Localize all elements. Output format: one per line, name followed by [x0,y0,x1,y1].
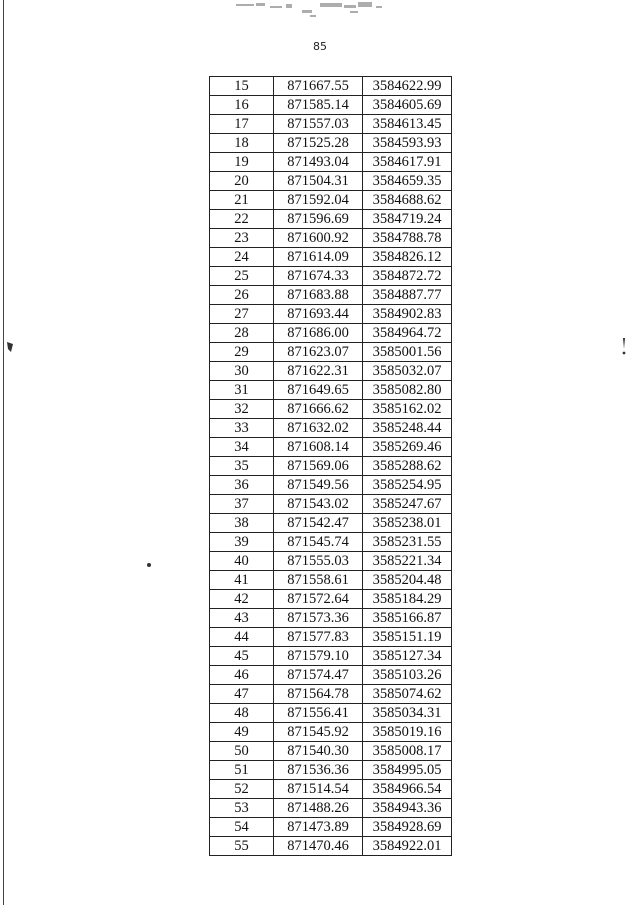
table-row [210,419,452,438]
point-number-cell: 16 [210,96,274,115]
table-row [210,77,452,96]
x-coordinate-cell: 871623.07 [274,343,363,362]
table-row [210,495,452,514]
y-coordinate-cell: 3585032.07 [363,362,452,381]
point-number-cell: 47 [210,685,274,704]
y-coordinate-cell: 3585248.44 [363,419,452,438]
y-coordinate-cell: 3584943.36 [363,799,452,818]
x-coordinate-cell: 871540.30 [274,742,363,761]
table-row [210,647,452,666]
point-number-cell: 29 [210,343,274,362]
table-row [210,343,452,362]
point-number-cell: 25 [210,267,274,286]
y-coordinate-cell: 3584788.78 [363,229,452,248]
table-row [210,590,452,609]
x-coordinate-cell: 871470.46 [274,837,363,856]
table-row [210,742,452,761]
point-number-cell: 17 [210,115,274,134]
y-coordinate-cell: 3585082.80 [363,381,452,400]
point-number-cell: 27 [210,305,274,324]
page-number: 85 [313,40,327,53]
point-number-cell: 45 [210,647,274,666]
table-row [210,457,452,476]
y-coordinate-cell: 3585204.48 [363,571,452,590]
table-row [210,153,452,172]
y-coordinate-cell: 3584964.72 [363,324,452,343]
x-coordinate-cell: 871686.00 [274,324,363,343]
table-row [210,248,452,267]
point-number-cell: 33 [210,419,274,438]
x-coordinate-cell: 871558.61 [274,571,363,590]
point-number-cell: 40 [210,552,274,571]
x-coordinate-cell: 871525.28 [274,134,363,153]
y-coordinate-cell: 3584659.35 [363,172,452,191]
table-row [210,476,452,495]
point-number-cell: 37 [210,495,274,514]
point-number-cell: 35 [210,457,274,476]
y-coordinate-cell: 3585247.67 [363,495,452,514]
x-coordinate-cell: 871545.74 [274,533,363,552]
y-coordinate-cell: 3585162.02 [363,400,452,419]
page-edge-rule [3,0,4,905]
x-coordinate-cell: 871579.10 [274,647,363,666]
point-number-cell: 21 [210,191,274,210]
x-coordinate-cell: 871649.65 [274,381,363,400]
y-coordinate-cell: 3584966.54 [363,780,452,799]
point-number-cell: 42 [210,590,274,609]
y-coordinate-cell: 3585074.62 [363,685,452,704]
table-row [210,818,452,837]
point-number-cell: 23 [210,229,274,248]
x-coordinate-cell: 871622.31 [274,362,363,381]
y-coordinate-cell: 3585254.95 [363,476,452,495]
y-coordinate-cell: 3584617.91 [363,153,452,172]
y-coordinate-cell: 3585034.31 [363,704,452,723]
table-row [210,229,452,248]
table-row [210,628,452,647]
table-row [210,210,452,229]
table-row [210,362,452,381]
point-number-cell: 52 [210,780,274,799]
y-coordinate-cell: 3585184.29 [363,590,452,609]
y-coordinate-cell: 3584688.62 [363,191,452,210]
point-number-cell: 54 [210,818,274,837]
point-number-cell: 28 [210,324,274,343]
table-row [210,96,452,115]
x-coordinate-cell: 871514.54 [274,780,363,799]
y-coordinate-cell: 3585221.34 [363,552,452,571]
x-coordinate-cell: 871473.89 [274,818,363,837]
y-coordinate-cell: 3584922.01 [363,837,452,856]
table-row [210,514,452,533]
point-number-cell: 20 [210,172,274,191]
point-number-cell: 24 [210,248,274,267]
x-coordinate-cell: 871569.06 [274,457,363,476]
table-row [210,571,452,590]
table-row [210,172,452,191]
y-coordinate-cell: 3585019.16 [363,723,452,742]
x-coordinate-cell: 871596.69 [274,210,363,229]
x-coordinate-cell: 871573.36 [274,609,363,628]
point-number-cell: 26 [210,286,274,305]
coordinates-table-body [210,77,452,856]
y-coordinate-cell: 3584593.93 [363,134,452,153]
x-coordinate-cell: 871564.78 [274,685,363,704]
point-number-cell: 34 [210,438,274,457]
y-coordinate-cell: 3584887.77 [363,286,452,305]
y-coordinate-cell: 3584605.69 [363,96,452,115]
point-number-cell: 36 [210,476,274,495]
point-number-cell: 44 [210,628,274,647]
point-number-cell: 31 [210,381,274,400]
x-coordinate-cell: 871557.03 [274,115,363,134]
x-coordinate-cell: 871493.04 [274,153,363,172]
coordinates-table [209,76,452,856]
scan-mark-icon [6,340,16,354]
y-coordinate-cell: 3584928.69 [363,818,452,837]
y-coordinate-cell: 3585151.19 [363,628,452,647]
y-coordinate-cell: 3585001.56 [363,343,452,362]
x-coordinate-cell: 871608.14 [274,438,363,457]
x-coordinate-cell: 871556.41 [274,704,363,723]
x-coordinate-cell: 871543.02 [274,495,363,514]
point-number-cell: 53 [210,799,274,818]
y-coordinate-cell: 3584613.45 [363,115,452,134]
scan-smudge-icon [230,0,390,22]
y-coordinate-cell: 3585288.62 [363,457,452,476]
point-number-cell: 19 [210,153,274,172]
y-coordinate-cell: 3585127.34 [363,647,452,666]
table-row [210,267,452,286]
x-coordinate-cell: 871488.26 [274,799,363,818]
point-number-cell: 18 [210,134,274,153]
table-row [210,286,452,305]
x-coordinate-cell: 871683.88 [274,286,363,305]
table-row [210,704,452,723]
scan-mark-icon [620,336,628,358]
y-coordinate-cell: 3585269.46 [363,438,452,457]
y-coordinate-cell: 3585008.17 [363,742,452,761]
point-number-cell: 43 [210,609,274,628]
point-number-cell: 38 [210,514,274,533]
table-row [210,685,452,704]
table-row [210,609,452,628]
table-row [210,780,452,799]
point-number-cell: 46 [210,666,274,685]
x-coordinate-cell: 871545.92 [274,723,363,742]
x-coordinate-cell: 871504.31 [274,172,363,191]
table-row [210,381,452,400]
y-coordinate-cell: 3585231.55 [363,533,452,552]
y-coordinate-cell: 3585238.01 [363,514,452,533]
table-row [210,666,452,685]
scan-dot-icon [146,562,152,568]
x-coordinate-cell: 871693.44 [274,305,363,324]
table-row [210,723,452,742]
table-row [210,305,452,324]
table-row [210,438,452,457]
x-coordinate-cell: 871577.83 [274,628,363,647]
point-number-cell: 15 [210,77,274,96]
x-coordinate-cell: 871632.02 [274,419,363,438]
table-row [210,400,452,419]
table-row [210,115,452,134]
point-number-cell: 48 [210,704,274,723]
table-row [210,761,452,780]
point-number-cell: 51 [210,761,274,780]
table-row [210,837,452,856]
y-coordinate-cell: 3584902.83 [363,305,452,324]
x-coordinate-cell: 871574.47 [274,666,363,685]
point-number-cell: 22 [210,210,274,229]
point-number-cell: 39 [210,533,274,552]
x-coordinate-cell: 871674.33 [274,267,363,286]
point-number-cell: 55 [210,837,274,856]
table-row [210,533,452,552]
x-coordinate-cell: 871592.04 [274,191,363,210]
x-coordinate-cell: 871536.36 [274,761,363,780]
x-coordinate-cell: 871667.55 [274,77,363,96]
y-coordinate-cell: 3584826.12 [363,248,452,267]
y-coordinate-cell: 3584622.99 [363,77,452,96]
x-coordinate-cell: 871585.14 [274,96,363,115]
x-coordinate-cell: 871600.92 [274,229,363,248]
point-number-cell: 41 [210,571,274,590]
point-number-cell: 49 [210,723,274,742]
y-coordinate-cell: 3585166.87 [363,609,452,628]
x-coordinate-cell: 871549.56 [274,476,363,495]
x-coordinate-cell: 871555.03 [274,552,363,571]
y-coordinate-cell: 3585103.26 [363,666,452,685]
point-number-cell: 32 [210,400,274,419]
table-row [210,134,452,153]
y-coordinate-cell: 3584872.72 [363,267,452,286]
table-row [210,324,452,343]
point-number-cell: 50 [210,742,274,761]
table-row [210,191,452,210]
y-coordinate-cell: 3584995.05 [363,761,452,780]
point-number-cell: 30 [210,362,274,381]
x-coordinate-cell: 871666.62 [274,400,363,419]
table-row [210,799,452,818]
x-coordinate-cell: 871572.64 [274,590,363,609]
x-coordinate-cell: 871542.47 [274,514,363,533]
y-coordinate-cell: 3584719.24 [363,210,452,229]
x-coordinate-cell: 871614.09 [274,248,363,267]
table-row [210,552,452,571]
